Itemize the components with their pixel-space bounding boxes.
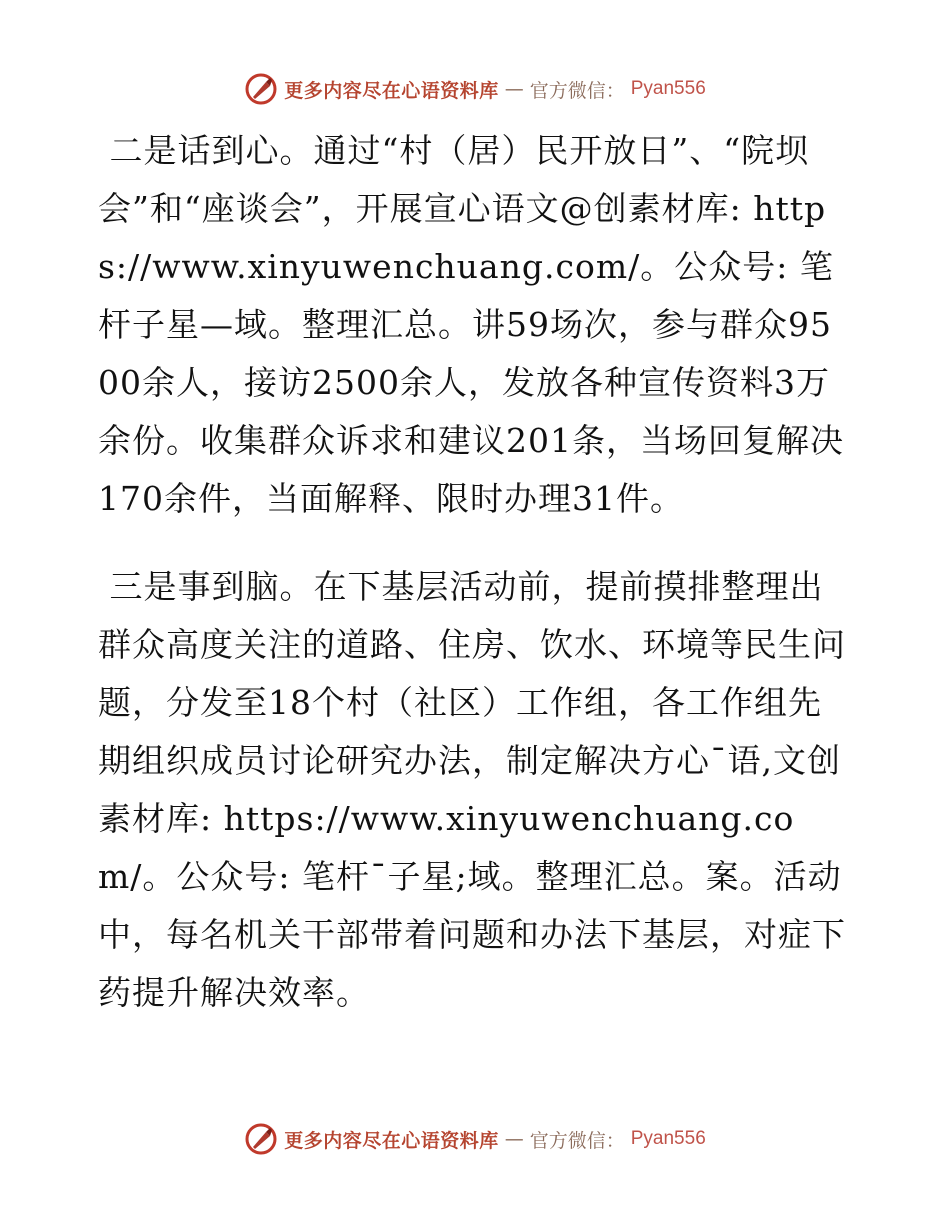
header-watermark (0, 72, 950, 106)
watermark-brand-text: 更多内容尽在心语资料库 (284, 79, 499, 102)
watermark-wechat-id: Pyan556 (630, 1128, 706, 1149)
watermark-separator: — (504, 1128, 524, 1150)
watermark-wechat-label: 官方微信： (529, 79, 625, 102)
pen-nib-logo-icon (244, 1122, 278, 1156)
paragraph-3-matters-to-mind: 三是事到脑。在下基层活动前，提前摸排整理出群众高度关注的道路、住房、饮水、环境等民生问题，分发至18个村（社区）工作组，各工作组先期组织成员讨论研究办法，制定解决方心¯语,文创素材库: https://www.xinyuwenchuang.com/。公众号: 笔杆¯子星;域。整理汇总。案。活动中，每名机关干部带着问题和办法下基层，对症下药提升解决效率。 (98, 567, 846, 1012)
watermark-wechat-id: Pyan556 (630, 78, 706, 99)
paragraph-2-words-to-heart: 二是话到心。通过“村（居）民开放日”、“院坝会”和“座谈会”，开展宣心语文@创素材库: https://www.xinyuwenchuang.com/。公众号: 笔杆子星—域。整理汇总。讲59场次，参与群众9500余人，接访2500余人，发放各种宣传资料3万余份。收集群众诉求和建议201条，当场回复解决170余件，当面解释、限时办理31件。 (98, 131, 844, 518)
watermark-brand-text: 更多内容尽在心语资料库 (284, 1129, 499, 1152)
watermark-wechat-label: 官方微信： (529, 1129, 625, 1152)
pen-nib-logo-icon (244, 72, 278, 106)
document-body (98, 122, 850, 1022)
footer-watermark (0, 1122, 950, 1156)
watermark-separator: — (504, 78, 524, 100)
